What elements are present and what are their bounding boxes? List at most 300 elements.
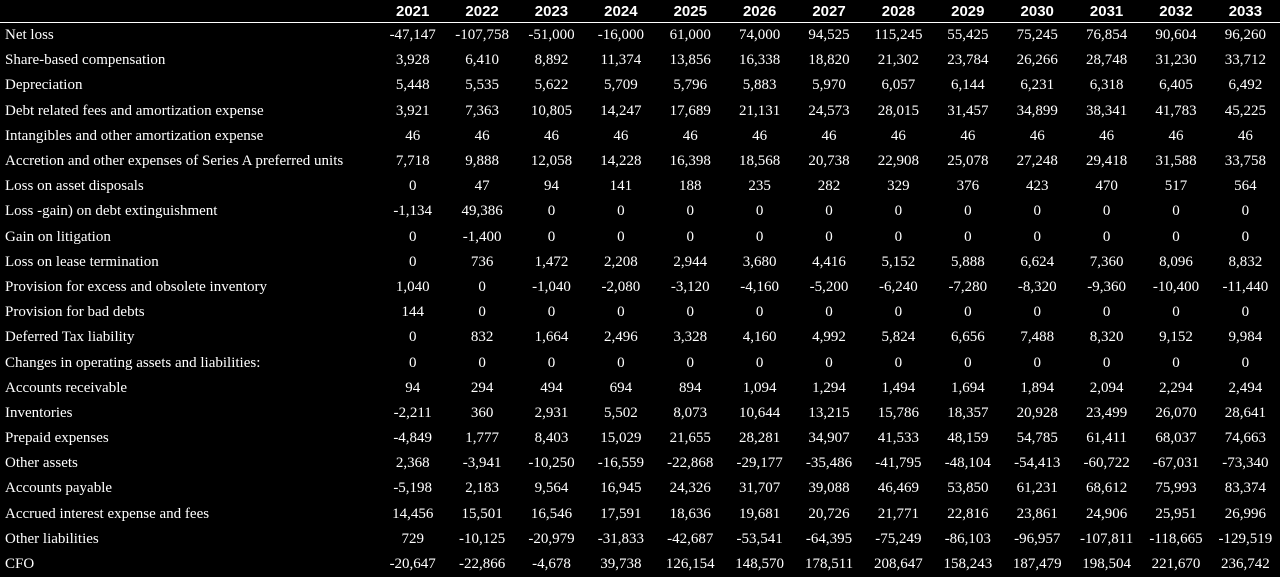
value-cell: 46 [794,124,863,149]
value-cell: 75,245 [1003,23,1072,49]
value-cell: 3,928 [378,48,447,73]
value-cell: 14,456 [378,502,447,527]
value-cell: 0 [586,300,655,325]
value-cell: 5,824 [864,325,933,350]
row-label: Accretion and other expenses of Series A preferred units [0,149,378,174]
value-cell: 148,570 [725,552,794,577]
value-cell: 8,096 [1141,250,1210,275]
value-cell: 0 [1072,199,1141,224]
value-cell: 28,015 [864,99,933,124]
row-label: Loss on asset disposals [0,174,378,199]
value-cell: 11,374 [586,48,655,73]
value-cell: -107,811 [1072,527,1141,552]
row-label: Debt related fees and amortization expense [0,99,378,124]
value-cell: 2,496 [586,325,655,350]
value-cell: 694 [586,376,655,401]
value-cell: 18,820 [794,48,863,73]
value-cell: 0 [933,350,1002,375]
value-cell: 16,398 [656,149,725,174]
table-row [0,350,1280,375]
value-cell: 8,892 [517,48,586,73]
row-label: Loss -gain) on debt extinguishment [0,199,378,224]
value-cell: 16,338 [725,48,794,73]
value-cell: 1,472 [517,250,586,275]
value-cell: 2,931 [517,401,586,426]
year-header: 2027 [794,0,863,23]
value-cell: 61,231 [1003,476,1072,501]
value-cell: 221,670 [1141,552,1210,577]
value-cell: 0 [725,350,794,375]
value-cell: 470 [1072,174,1141,199]
value-cell: 34,907 [794,426,863,451]
value-cell: -4,849 [378,426,447,451]
value-cell: -129,519 [1211,527,1280,552]
row-label: Other assets [0,451,378,476]
value-cell: 20,726 [794,502,863,527]
value-cell: -53,541 [725,527,794,552]
table-row [0,527,1280,552]
value-cell: 8,832 [1211,250,1280,275]
value-cell: 0 [1211,300,1280,325]
row-label: Accrued interest expense and fees [0,502,378,527]
value-cell: 6,318 [1072,73,1141,98]
value-cell: 2,294 [1141,376,1210,401]
value-cell: 46 [378,124,447,149]
value-cell: 208,647 [864,552,933,577]
value-cell: -64,395 [794,527,863,552]
table-row [0,149,1280,174]
value-cell: 1,094 [725,376,794,401]
value-cell: -11,440 [1211,275,1280,300]
value-cell: 0 [378,350,447,375]
value-cell: 26,070 [1141,401,1210,426]
value-cell: 6,492 [1211,73,1280,98]
value-cell: 5,796 [656,73,725,98]
value-cell: 20,738 [794,149,863,174]
value-cell: 0 [864,300,933,325]
value-cell: 0 [1003,225,1072,250]
value-cell: -67,031 [1141,451,1210,476]
value-cell: -22,868 [656,451,725,476]
table-row [0,23,1280,49]
row-label: Prepaid expenses [0,426,378,451]
value-cell: 832 [447,325,516,350]
row-label: Gain on litigation [0,225,378,250]
value-cell: 0 [1141,225,1210,250]
value-cell: 22,908 [864,149,933,174]
value-cell: 94 [378,376,447,401]
value-cell: 0 [794,199,863,224]
value-cell: 282 [794,174,863,199]
value-cell: -10,125 [447,527,516,552]
value-cell: 235 [725,174,794,199]
value-cell: 41,533 [864,426,933,451]
value-cell: 0 [725,300,794,325]
year-header: 2031 [1072,0,1141,23]
value-cell: 2,094 [1072,376,1141,401]
table-row [0,174,1280,199]
value-cell: 376 [933,174,1002,199]
value-cell: 90,604 [1141,23,1210,49]
table-body [0,23,1280,577]
value-cell: 158,243 [933,552,1002,577]
value-cell: 6,410 [447,48,516,73]
value-cell: 0 [794,350,863,375]
value-cell: 494 [517,376,586,401]
value-cell: 74,000 [725,23,794,49]
value-cell: -51,000 [517,23,586,49]
table-row [0,73,1280,98]
value-cell: 21,771 [864,502,933,527]
value-cell: 23,784 [933,48,1002,73]
value-cell: 28,641 [1211,401,1280,426]
value-cell: 0 [864,225,933,250]
table-row [0,300,1280,325]
value-cell: 6,057 [864,73,933,98]
year-header: 2032 [1141,0,1210,23]
value-cell: 5,888 [933,250,1002,275]
value-cell: 23,861 [1003,502,1072,527]
value-cell: 61,411 [1072,426,1141,451]
value-cell: -7,280 [933,275,1002,300]
value-cell: 33,712 [1211,48,1280,73]
value-cell: 27,248 [1003,149,1072,174]
value-cell: -16,000 [586,23,655,49]
year-header: 2028 [864,0,933,23]
value-cell: -47,147 [378,23,447,49]
value-cell: 46 [447,124,516,149]
row-label: Accounts receivable [0,376,378,401]
value-cell: 0 [378,225,447,250]
value-cell: 0 [656,199,725,224]
value-cell: 17,689 [656,99,725,124]
value-cell: 31,230 [1141,48,1210,73]
value-cell: -1,400 [447,225,516,250]
value-cell: 187,479 [1003,552,1072,577]
value-cell: 0 [725,225,794,250]
value-cell: 2,368 [378,451,447,476]
value-cell: 0 [1003,350,1072,375]
value-cell: 0 [1072,225,1141,250]
value-cell: 0 [725,199,794,224]
value-cell: 0 [517,225,586,250]
value-cell: 198,504 [1072,552,1141,577]
value-cell: 26,266 [1003,48,1072,73]
value-cell: 33,758 [1211,149,1280,174]
value-cell: 736 [447,250,516,275]
value-cell: -20,647 [378,552,447,577]
value-cell: 25,078 [933,149,1002,174]
value-cell: -31,833 [586,527,655,552]
table-row [0,124,1280,149]
table-row [0,99,1280,124]
value-cell: 0 [794,225,863,250]
value-cell: -10,250 [517,451,586,476]
value-cell: 0 [586,350,655,375]
row-label: Inventories [0,401,378,426]
value-cell: 329 [864,174,933,199]
value-cell: 18,568 [725,149,794,174]
value-cell: 3,680 [725,250,794,275]
value-cell: -29,177 [725,451,794,476]
value-cell: -118,665 [1141,527,1210,552]
value-cell: 7,360 [1072,250,1141,275]
value-cell: -5,200 [794,275,863,300]
value-cell: 28,281 [725,426,794,451]
value-cell: 0 [656,225,725,250]
value-cell: 7,488 [1003,325,1072,350]
value-cell: 68,612 [1072,476,1141,501]
value-cell: 3,921 [378,99,447,124]
value-cell: -4,678 [517,552,586,577]
value-cell: 9,984 [1211,325,1280,350]
table-row [0,401,1280,426]
value-cell: 20,928 [1003,401,1072,426]
value-cell: 0 [933,199,1002,224]
value-cell: 29,418 [1072,149,1141,174]
value-cell: 0 [586,199,655,224]
table-row [0,275,1280,300]
table-row [0,502,1280,527]
year-header: 2022 [447,0,516,23]
value-cell: -73,340 [1211,451,1280,476]
row-label: Provision for excess and obsolete inventory [0,275,378,300]
value-cell: 5,622 [517,73,586,98]
row-label: CFO [0,552,378,577]
value-cell: 6,144 [933,73,1002,98]
value-cell: -42,687 [656,527,725,552]
row-label: Intangibles and other amortization expense [0,124,378,149]
value-cell: 19,681 [725,502,794,527]
value-cell: -22,866 [447,552,516,577]
value-cell: 76,854 [1072,23,1141,49]
value-cell: 236,742 [1211,552,1280,577]
value-cell: -48,104 [933,451,1002,476]
value-cell: 22,816 [933,502,1002,527]
value-cell: 894 [656,376,725,401]
value-cell: 3,328 [656,325,725,350]
value-cell: 31,457 [933,99,1002,124]
value-cell: 47 [447,174,516,199]
value-cell: 0 [794,300,863,325]
value-cell: 31,707 [725,476,794,501]
value-cell: -75,249 [864,527,933,552]
row-label: Depreciation [0,73,378,98]
value-cell: 5,535 [447,73,516,98]
value-cell: 46 [864,124,933,149]
table-row [0,376,1280,401]
value-cell: 8,073 [656,401,725,426]
row-label: Net loss [0,23,378,49]
value-cell: 18,636 [656,502,725,527]
value-cell: -10,400 [1141,275,1210,300]
value-cell: -60,722 [1072,451,1141,476]
value-cell: -35,486 [794,451,863,476]
value-cell: 144 [378,300,447,325]
value-cell: 14,228 [586,149,655,174]
value-cell: 2,494 [1211,376,1280,401]
value-cell: 53,850 [933,476,1002,501]
value-cell: 115,245 [864,23,933,49]
value-cell: -9,360 [1072,275,1141,300]
value-cell: 294 [447,376,516,401]
value-cell: 48,159 [933,426,1002,451]
value-cell: 0 [656,300,725,325]
value-cell: -16,559 [586,451,655,476]
row-label: Changes in operating assets and liabilities: [0,350,378,375]
value-cell: 24,573 [794,99,863,124]
table-row [0,552,1280,577]
table-row [0,225,1280,250]
value-cell: 5,502 [586,401,655,426]
value-cell: 25,951 [1141,502,1210,527]
value-cell: 6,405 [1141,73,1210,98]
value-cell: 46 [1211,124,1280,149]
value-cell: 96,260 [1211,23,1280,49]
value-cell: 0 [1141,350,1210,375]
value-cell: 5,152 [864,250,933,275]
value-cell: 5,448 [378,73,447,98]
value-cell: 0 [1003,300,1072,325]
value-cell: 0 [656,350,725,375]
value-cell: 46 [933,124,1002,149]
row-label: Share-based compensation [0,48,378,73]
value-cell: 0 [447,275,516,300]
value-cell: 8,403 [517,426,586,451]
row-label: Loss on lease termination [0,250,378,275]
value-cell: 4,160 [725,325,794,350]
value-cell: 517 [1141,174,1210,199]
year-header: 2021 [378,0,447,23]
value-cell: 15,029 [586,426,655,451]
value-cell: 46 [586,124,655,149]
value-cell: 39,738 [586,552,655,577]
value-cell: 0 [933,225,1002,250]
value-cell: 46 [656,124,725,149]
value-cell: 2,183 [447,476,516,501]
value-cell: 18,357 [933,401,1002,426]
value-cell: 0 [1211,350,1280,375]
value-cell: 0 [517,300,586,325]
value-cell: 94,525 [794,23,863,49]
value-cell: 0 [933,300,1002,325]
value-cell: 68,037 [1141,426,1210,451]
table-row [0,426,1280,451]
value-cell: 16,546 [517,502,586,527]
value-cell: 26,996 [1211,502,1280,527]
table-row [0,325,1280,350]
value-cell: 9,152 [1141,325,1210,350]
value-cell: 31,588 [1141,149,1210,174]
value-cell: 0 [378,250,447,275]
value-cell: 21,302 [864,48,933,73]
value-cell: 94 [517,174,586,199]
value-cell: 1,894 [1003,376,1072,401]
value-cell: 0 [447,350,516,375]
value-cell: 21,131 [725,99,794,124]
year-header-row [0,0,1280,23]
value-cell: 14,247 [586,99,655,124]
value-cell: -6,240 [864,275,933,300]
year-header: 2026 [725,0,794,23]
value-cell: 0 [1003,199,1072,224]
value-cell: -1,134 [378,199,447,224]
value-cell: 0 [517,199,586,224]
year-header: 2024 [586,0,655,23]
value-cell: -2,211 [378,401,447,426]
value-cell: 0 [1072,300,1141,325]
value-cell: 6,624 [1003,250,1072,275]
value-cell: 0 [447,300,516,325]
value-cell: 360 [447,401,516,426]
value-cell: 24,906 [1072,502,1141,527]
value-cell: 2,208 [586,250,655,275]
value-cell: 13,856 [656,48,725,73]
value-cell: -96,957 [1003,527,1072,552]
value-cell: 55,425 [933,23,1002,49]
value-cell: 0 [378,174,447,199]
value-cell: -20,979 [517,527,586,552]
row-label: Deferred Tax liability [0,325,378,350]
value-cell: 46 [725,124,794,149]
value-cell: 24,326 [656,476,725,501]
value-cell: 0 [586,225,655,250]
value-cell: -54,413 [1003,451,1072,476]
value-cell: 0 [1072,350,1141,375]
value-cell: 0 [378,325,447,350]
value-cell: 141 [586,174,655,199]
value-cell: -2,080 [586,275,655,300]
row-label: Provision for bad debts [0,300,378,325]
value-cell: 12,058 [517,149,586,174]
year-header: 2023 [517,0,586,23]
value-cell: -4,160 [725,275,794,300]
value-cell: 2,944 [656,250,725,275]
row-label: Accounts payable [0,476,378,501]
value-cell: 10,644 [725,401,794,426]
value-cell: 7,718 [378,149,447,174]
value-cell: -3,941 [447,451,516,476]
value-cell: 7,363 [447,99,516,124]
value-cell: 1,664 [517,325,586,350]
year-header: 2033 [1211,0,1280,23]
value-cell: 54,785 [1003,426,1072,451]
value-cell: 46,469 [864,476,933,501]
value-cell: 83,374 [1211,476,1280,501]
value-cell: 15,501 [447,502,516,527]
value-cell: 13,215 [794,401,863,426]
year-header: 2025 [656,0,725,23]
value-cell: 188 [656,174,725,199]
value-cell: 423 [1003,174,1072,199]
value-cell: 0 [1141,300,1210,325]
year-header: 2030 [1003,0,1072,23]
value-cell: 178,511 [794,552,863,577]
value-cell: -107,758 [447,23,516,49]
value-cell: 5,970 [794,73,863,98]
year-header: 2029 [933,0,1002,23]
value-cell: 0 [517,350,586,375]
value-cell: 15,786 [864,401,933,426]
value-cell: 8,320 [1072,325,1141,350]
value-cell: 9,564 [517,476,586,501]
value-cell: 74,663 [1211,426,1280,451]
value-cell: 41,783 [1141,99,1210,124]
value-cell: 126,154 [656,552,725,577]
value-cell: 61,000 [656,23,725,49]
value-cell: 1,494 [864,376,933,401]
value-cell: 49,386 [447,199,516,224]
